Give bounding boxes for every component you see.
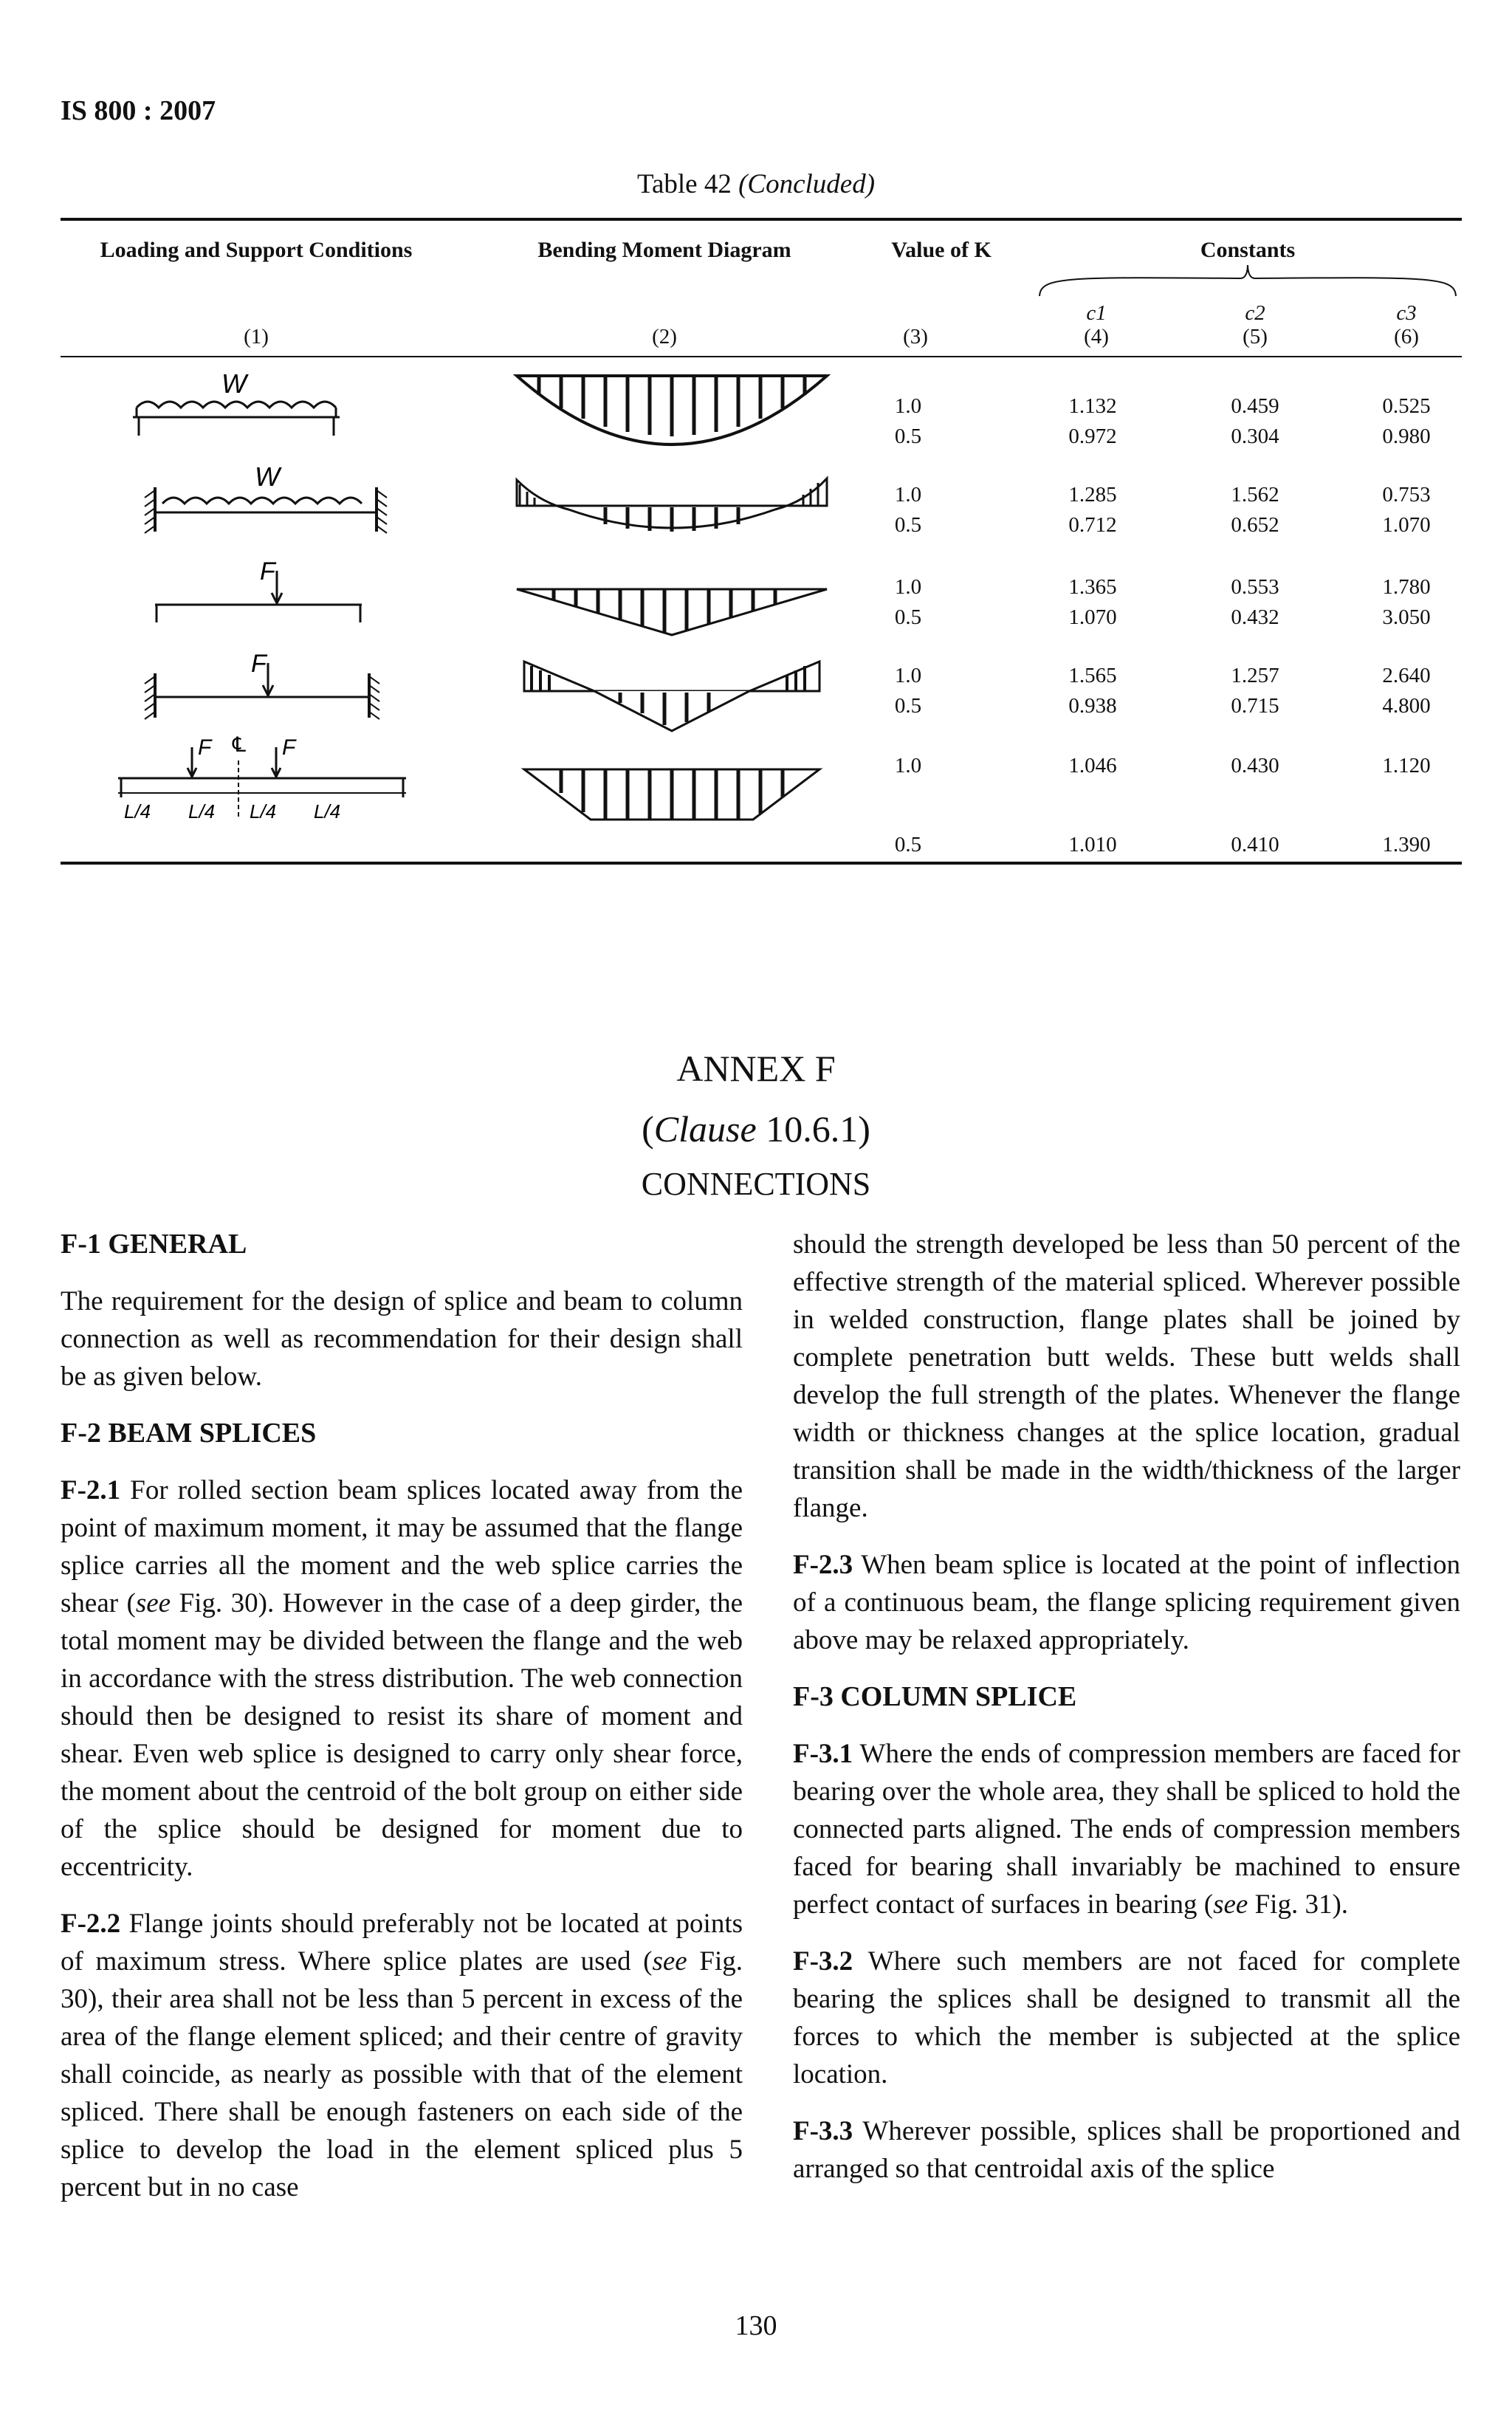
c2-values-row1 <box>1211 391 1299 452</box>
table-caption <box>0 168 1512 200</box>
standard-header: IS 800 : 2007 <box>61 95 216 126</box>
col-number-4: (4) <box>1084 325 1109 348</box>
k-values-row1 <box>879 391 938 452</box>
col-c3-label: c3 <box>1396 301 1417 325</box>
col-header-constants: Constants <box>1200 238 1296 262</box>
k-value: 0.5 <box>894 605 922 629</box>
c1-values-row4 <box>1048 661 1137 721</box>
col-header-bmd: Bending Moment Diagram <box>537 238 791 262</box>
c1-values-row2 <box>1048 480 1137 540</box>
paragraph-text: Fig. 30). However in the case of a deep girder, the total moment may be divided between the flange and the web in accordance with the stress distribution. The web connection should then be designed to resist its share of moment and shear. Even web splice is designed to carry only shear force, the moment about the centroid of the bolt group on either side of the splice should be designed for moment due to eccentricity. <box>61 1588 743 1882</box>
c3-value: 0.980 <box>1382 425 1431 448</box>
table-caption-main: Table 42 <box>636 169 732 199</box>
load-label-f: F <box>251 650 267 678</box>
c1-values-row3 <box>1048 572 1137 633</box>
k-value: 1.0 <box>894 664 922 687</box>
clause-number: F-2.1 <box>61 1475 121 1505</box>
col-header-loading: Loading and Support Conditions <box>100 238 413 262</box>
c3-value: 0.753 <box>1382 483 1431 506</box>
c1-value: 1.132 <box>1068 394 1117 418</box>
centerline-symbol: ℄ <box>233 733 246 756</box>
clause-number: F-3.1 <box>793 1739 853 1769</box>
col-number-5: (5) <box>1243 325 1268 348</box>
section-heading-f2: F-2 BEAM SPLICES <box>61 1418 317 1449</box>
c1-value: 1.046 <box>1068 754 1117 777</box>
k-value: 1.0 <box>894 754 922 777</box>
span-quarter-4: L/4 <box>314 800 341 823</box>
paragraph-text: Flange joints should preferably not be located at points of maximum stress. Where splice plates are used ( <box>61 1909 743 1977</box>
loading-diagram-row4 <box>133 642 406 724</box>
paragraph-f3-3 <box>793 2112 1460 2188</box>
paragraph-f2-2 <box>61 1905 743 2206</box>
annex-clause-word: Clause <box>653 1108 757 1150</box>
span-quarter-2: L/4 <box>188 800 216 823</box>
bmd-diagram-row5 <box>509 760 834 842</box>
clause-number: F-3.2 <box>793 1946 853 1977</box>
c2-values-row3 <box>1211 572 1299 633</box>
c3-value: 2.640 <box>1382 664 1431 687</box>
paragraph-text: Fig. 30), their area shall not be less than 5 percent in excess of the area of the flange element spliced; and their centre of gravity shall coincide, as nearly as possible with that of the element spliced. There shall be enough fasteners on each side of the splice to develop the load in the element spliced plus 5 percent but in no case <box>61 1946 743 2202</box>
c3-value: 3.050 <box>1382 605 1431 629</box>
annex-clause-number: 10.6.1 <box>766 1108 859 1150</box>
c3-values-row1 <box>1362 391 1451 452</box>
bmd-diagram-row1 <box>509 373 834 454</box>
paragraph-f2-2-continued: should the strength developed be less than 50 percent of the effective strength of the material spliced. Wherever possible in welded construction, flange plates shall be joined by complete penetration butt welds. These butt welds shall develop the full strength of the plates. Whenever the flange width or thickness changes at the splice location, gradual transition shall be made in the width/thickness of the larger flange. <box>793 1229 1460 1523</box>
c3-value: 1.390 <box>1382 833 1431 856</box>
paragraph-text: Where such members are not faced for complete bearing the splices shall be designed to transmit all the forces to which the member is subjected at the splice location. <box>793 1946 1460 2089</box>
c2-value: 0.459 <box>1231 394 1279 418</box>
c3-values-row2 <box>1362 480 1451 540</box>
table-top-rule <box>61 218 1462 221</box>
c1-value: 1.565 <box>1068 664 1117 687</box>
c1-value: 1.070 <box>1068 605 1117 629</box>
section-heading-f3: F-3 COLUMN SPLICE <box>793 1681 1077 1712</box>
bmd-diagram-row2 <box>509 473 834 546</box>
c2-value: 1.257 <box>1231 664 1279 687</box>
c1-values-row1 <box>1048 391 1137 452</box>
paragraph-f3-2 <box>793 1943 1460 2093</box>
loading-diagram-row1 <box>118 362 399 450</box>
col-number-1: (1) <box>244 325 269 348</box>
clause-number: F-3.3 <box>793 2116 853 2146</box>
c2-values-row5 <box>1211 751 1299 860</box>
col-number-2: (2) <box>652 325 677 348</box>
col-header-k: Value of K <box>891 238 992 262</box>
paragraph-text: For rolled section beam splices located away from the point of maximum moment, it may be assumed that the flange splice carries all the moment and the web splice carries the shear ( <box>61 1475 743 1618</box>
c2-value: 0.410 <box>1231 833 1279 856</box>
col-c2-label: c2 <box>1245 301 1265 325</box>
c3-value: 1.120 <box>1382 754 1431 777</box>
paragraph-text: Fig. 31). <box>1248 1889 1349 1920</box>
c3-value: 1.780 <box>1382 575 1431 599</box>
c1-value: 0.712 <box>1068 513 1117 537</box>
page-number: 130 <box>735 2310 777 2341</box>
loading-diagram-row2 <box>133 458 406 539</box>
left-column <box>61 1226 743 2225</box>
loading-diagram-row3 <box>140 550 391 631</box>
k-value: 1.0 <box>894 575 922 599</box>
load-label-w: W <box>255 461 280 492</box>
span-quarter-1: L/4 <box>124 800 151 823</box>
col-c1-label: c1 <box>1086 301 1107 325</box>
c1-values-row5 <box>1048 751 1137 860</box>
clause-number: F-2.2 <box>61 1909 121 1939</box>
table-header-rule <box>61 356 1462 357</box>
c2-value: 0.432 <box>1231 605 1279 629</box>
c2-value: 0.715 <box>1231 694 1279 718</box>
paragraph-text: Wherever possible, splices shall be proportioned and arranged so that centroidal axis of the splice <box>793 2116 1460 2184</box>
loading-diagram-row5 <box>111 731 421 842</box>
c1-value: 0.972 <box>1068 425 1117 448</box>
load-label-w: W <box>221 368 247 399</box>
load-label-f-right: F <box>282 735 296 760</box>
col-number-6: (6) <box>1394 325 1419 348</box>
annex-clause: (Clause 10.6.1) <box>642 1108 870 1150</box>
paragraph-f2-3 <box>793 1546 1460 1659</box>
col-number-3: (3) <box>903 325 928 348</box>
paragraph-f2-1 <box>61 1472 743 1886</box>
k-values-row5 <box>879 751 938 860</box>
k-values-row3 <box>879 572 938 633</box>
c1-value: 1.365 <box>1068 575 1117 599</box>
c3-value: 4.800 <box>1382 694 1431 718</box>
c3-values-row3 <box>1362 572 1451 633</box>
span-quarter-3: L/4 <box>250 800 277 823</box>
c3-value: 0.525 <box>1382 394 1431 418</box>
c2-values-row4 <box>1211 661 1299 721</box>
k-value: 0.5 <box>894 694 922 718</box>
c2-values-row2 <box>1211 480 1299 540</box>
k-value: 1.0 <box>894 394 922 418</box>
clause-number: F-2.3 <box>793 1550 853 1580</box>
row-gap <box>1211 781 1299 830</box>
table-caption-suffix: (Concluded) <box>738 169 876 199</box>
k-values-row4 <box>879 661 938 721</box>
see-reference: see <box>652 1946 687 1977</box>
k-value: 0.5 <box>894 833 922 856</box>
c1-value: 1.010 <box>1068 833 1117 856</box>
k-value: 1.0 <box>894 483 922 506</box>
annex-title: ANNEX F <box>676 1048 836 1089</box>
table-bottom-rule <box>61 862 1462 865</box>
load-label-f: F <box>260 557 275 585</box>
c3-value: 1.070 <box>1382 513 1431 537</box>
k-value: 0.5 <box>894 425 922 448</box>
c3-values-row4 <box>1362 661 1451 721</box>
c1-value: 0.938 <box>1068 694 1117 718</box>
bmd-diagram-row4 <box>509 657 834 738</box>
bmd-diagram-row3 <box>509 576 834 650</box>
c2-value: 0.652 <box>1231 513 1279 537</box>
c2-value: 1.562 <box>1231 483 1279 506</box>
paragraph-text: Where the ends of compression members are faced for bearing over the whole area, they shall be spliced to hold the connected parts aligned. The ends of compression members faced for bearing shall invariably be machined to ensure perfect contact of surfaces in bearing ( <box>793 1739 1460 1920</box>
k-values-row2 <box>879 480 938 540</box>
c2-value: 0.430 <box>1231 754 1279 777</box>
row-gap <box>879 781 938 830</box>
constants-brace <box>1034 262 1462 299</box>
section-heading-f1: F-1 GENERAL <box>61 1229 247 1260</box>
row-gap <box>1048 781 1137 830</box>
load-label-f-left: F <box>198 735 212 760</box>
row-gap <box>1362 781 1451 830</box>
c2-value: 0.304 <box>1231 425 1279 448</box>
see-reference: see <box>135 1588 171 1618</box>
c2-value: 0.553 <box>1231 575 1279 599</box>
paragraph-f3-1 <box>793 1735 1460 1923</box>
k-value: 0.5 <box>894 513 922 537</box>
see-reference: see <box>1213 1889 1248 1920</box>
c3-values-row5 <box>1362 751 1451 860</box>
c1-value: 1.285 <box>1068 483 1117 506</box>
right-column <box>793 1226 1460 2207</box>
paragraph-f1: The requirement for the design of splice and beam to column connection as well as recommendation for their design shall be as given below. <box>61 1286 743 1392</box>
paragraph-text: When beam splice is located at the point of inflection of a continuous beam, the flange splicing requirement given above may be relaxed appropriately. <box>793 1550 1460 1655</box>
annex-subtitle: CONNECTIONS <box>641 1166 871 1202</box>
